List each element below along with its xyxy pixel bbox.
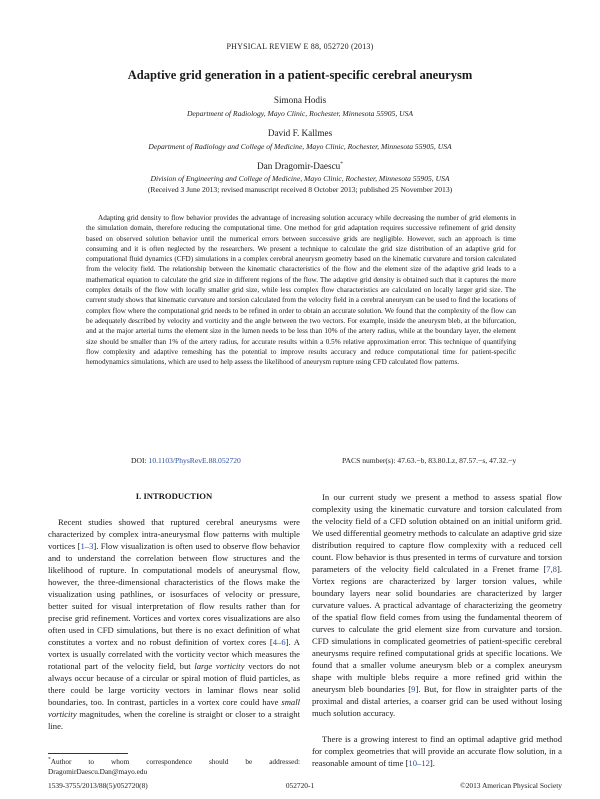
- body-text: Recent studies showed that ruptured cerebral aneurysms were characterized by complex intra-aneurysmal flow patterns with multiple vortices [: [48, 517, 300, 551]
- citation-link[interactable]: 9: [411, 684, 416, 694]
- body-text: There is a growing interest to find an optimal adaptive grid method for complex geometries that will provide an accurate flow solution, in a reasonable amount of time [: [312, 734, 562, 768]
- citation-link[interactable]: 4–6: [272, 637, 286, 647]
- doi-link[interactable]: 10.1103/PhysRevE.88.052720: [148, 456, 241, 465]
- intro-paragraph-right-2: [312, 733, 562, 769]
- footnote-text: Author to whom correspondence should be addressed: DragomirDaescu.Dan@mayo.edu: [48, 757, 300, 776]
- pacs-numbers: PACS number(s): 47.63.−b, 83.80.Lz, 87.57.−s, 47.32.−y: [342, 456, 517, 465]
- footnote: [48, 757, 300, 777]
- citation-link[interactable]: 1–3: [80, 541, 94, 551]
- corresponding-marker[interactable]: *: [340, 160, 343, 167]
- body-text: magnitudes, when the coreline is straight or closer to a straight line.: [48, 709, 300, 731]
- paper-title: Adaptive grid generation in a patient-specific cerebral aneurysm: [127, 68, 473, 82]
- intro-paragraph-left: [48, 516, 300, 732]
- doi-line: [131, 456, 241, 465]
- doi-label: DOI:: [131, 456, 147, 465]
- body-text: vectors do not always occur because of a circular or spiral motion of fluid particles, as there could be large vorticity vectors in laminar flows near solid boundaries, too. In contrast, particles in a vortex core could have: [48, 661, 300, 707]
- corresponding-author: [0, 161, 600, 171]
- author-affiliation: Department of Radiology and College of Medicine, Mayo Clinic, Rochester, Minnesota 55905, USA: [148, 142, 452, 151]
- author-affiliation: Division of Engineering and College of Medicine, Mayo Clinic, Rochester, Minnesota 55905, USA: [150, 174, 450, 183]
- footer-page-number: 052720-1: [285, 781, 315, 790]
- emphasis-text: small vorticity: [48, 697, 300, 719]
- body-text: ]. A vortex is usually correlated with the vorticity vector which measures the rotational part of the velocity field, but: [48, 637, 300, 671]
- author-name: Dan Dragomir-Daescu: [257, 161, 341, 171]
- body-text: ].: [429, 758, 435, 768]
- body-text: In our current study we present a method to assess spatial flow complexity using the kinematic curvature and torsion calculated from the velocity field of a CFD solution obtained on an initial uniform grid. We used differential geometry methods to calculate an adaptive grid size distribution required to capture flow complexity with a reduced cell count. Flow behavior is thus presented in terms of curvature and torsion parameters of the velocity field calculated in a Frenet frame [: [312, 492, 562, 574]
- body-text: ]. But, for flow in straighter parts of the proximal and distal arteries, a coarser grid can be used without losing much solution accuracy.: [312, 684, 562, 718]
- body-text: ]. Flow visualization is often used to observe flow behavior and to understand the correlation between flow structures and the likelihood of rupture. In computational models of aneurysmal flow, however, the three-dimensional characteristics of the flows make the visualization using pathlines, or isosurfaces of velocity or pressure, better suited for visual interpretation of flow results rather than for precise grid refinement. Vortices and vortex cores visualizations are also often used in CFD simulations, but there is no exact definition of what constitutes a vortex and no robust definition of vortex cores [: [48, 541, 300, 647]
- emphasis-text: large vorticity: [194, 661, 245, 671]
- footer-issn: 1539-3755/2013/88(5)/052720(8): [48, 781, 148, 790]
- running-head: PHYSICAL REVIEW E 88, 052720 (2013): [226, 42, 374, 51]
- footer-copyright: ©2013 American Physical Society: [460, 781, 562, 790]
- author-name: Simona Hodis: [273, 95, 327, 105]
- author-affiliation: Department of Radiology, Mayo Clinic, Rochester, Minnesota 55905, USA: [186, 109, 414, 118]
- received-dates: (Received 3 June 2013; revised manuscript received 8 October 2013; published 25 November 2013): [147, 185, 453, 194]
- abstract: Adapting grid density to flow behavior provides the advantage of increasing solution accuracy while decreasing the number of grid elements in the simulation domain, therefore reducing the computational time. One method for grid adaptation requires successive refinement of grid density based on observed solution behavior until the numerical errors between successive grids are negligible. However, such an approach is time consuming and it is often neglected by the researchers. We present a technique to calculate the grid size distribution of an adaptive grid for computational fluid dynamics (CFD) simulations in a complex cerebral aneurysm geometry based on the kinematic curvature and torsion calculated from the velocity field. The relationship between the kinematic characteristics of the flow and the element size of the adaptive grid leads to a mathematical equation to calculate the grid size in different regions of the flow. The adaptive grid density is obtained such that it captures the more complex details of the flow with locally smaller grid size, while less complex flow characteristics are calculated on locally larger grid size. The current study shows that kinematic curvature and torsion calculated from the velocity field in a cerebral aneurysm can be used to find the locations of complex flow where the computational grid needs to be refined in order to obtain an accurate solution. We found that the complexity of the flow can be adequately described by velocity and vorticity and the angle between the two vectors. For example, inside the aneurysm bleb, at the bifurcation, and at the major arterial turns the element size in the lumen needs to be less than 10% of the artery radius, while at the boundary layer, the element size should be smaller than 1% of the artery radius, for accurate results within a 0.5% relative approximation error. This technique of quantifying flow complexity and adaptive remeshing has the potential to improve results accuracy and reduce computational time for patient-specific hemodynamics simulations, which are used to help assess the likelihood of aneurysm rupture using CFD calculated flow patterns.: [86, 214, 516, 367]
- footnote-marker: *: [48, 756, 51, 763]
- citation-link[interactable]: 10–12: [408, 758, 430, 768]
- intro-paragraph-right: [312, 491, 562, 719]
- author-name: David F. Kallmes: [267, 128, 333, 138]
- footnote-divider: [48, 753, 128, 754]
- section-heading: I. INTRODUCTION: [135, 491, 213, 501]
- citation-link[interactable]: 7,8: [546, 564, 557, 574]
- body-text: ]. Vortex regions are characterized by larger torsion values, while boundary layers near solid boundaries are characterized by larger curvature values. A practical advantage of characterizing the geometry of the spatial flow field comes from using the fundamental theorem of curves to calculate the grid element size from curvature and torsion. CFD simulations in complicated geometries of patient-specific cerebral aneurysms require refined computational grids at specific locations. We found that a smaller volume aneurysm bleb or a complex aneurysm shape with multiple blebs require a more refined grid within the aneurysm bleb boundaries [: [312, 564, 562, 694]
